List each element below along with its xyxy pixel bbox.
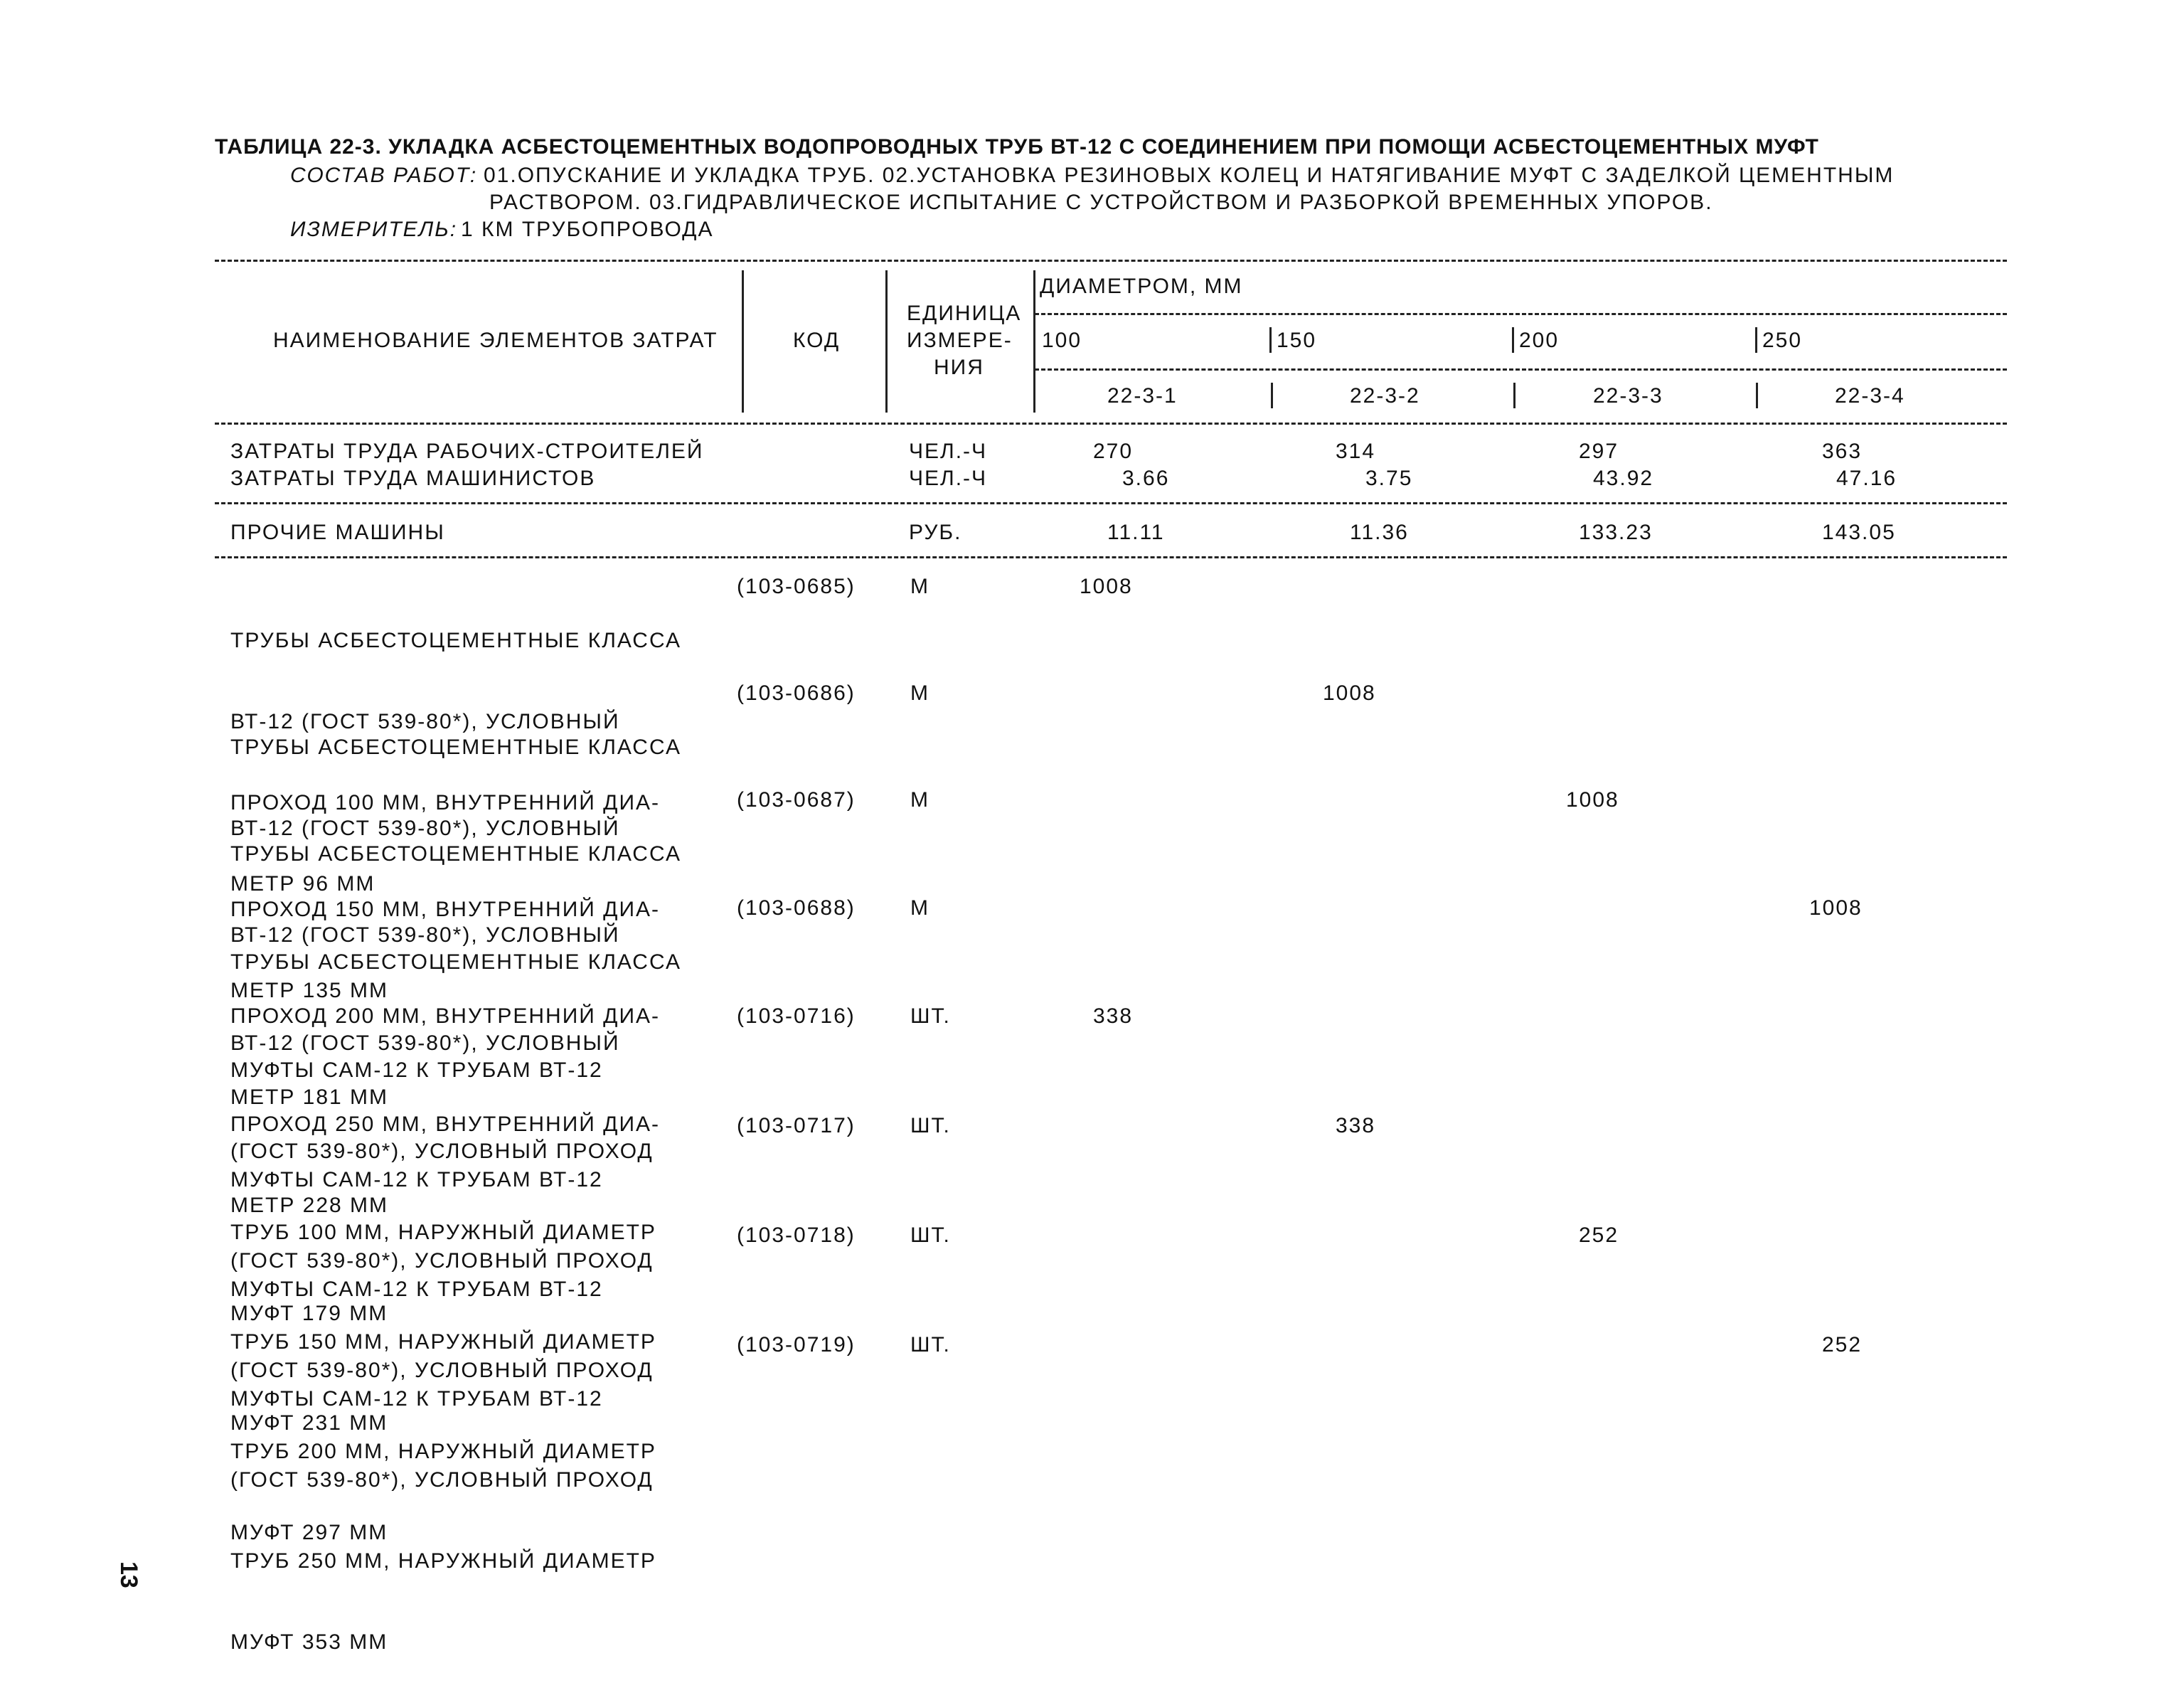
labor-row-workers-value-2: 314 — [1336, 440, 1376, 463]
material-row-8-line-1: МУФТЫ САМ-12 К ТРУБАМ ВТ-12 — [230, 1387, 603, 1411]
material-row-6-line-3: ТРУБ 150 ММ, НАРУЖНЫЙ ДИАМЕТР — [230, 1330, 656, 1354]
material-row-4-line-2: ВТ-12 (ГОСТ 539-80*), УСЛОВНЫЙ — [230, 1031, 620, 1055]
material-row-5-code: (103-0716) — [737, 1004, 856, 1028]
material-row-6-unit: ШТ. — [910, 1114, 951, 1137]
material-row-6-code: (103-0717) — [737, 1114, 856, 1137]
material-row-1-line-3: ПРОХОД 100 ММ, ВНУТРЕННИЙ ДИА- — [230, 791, 661, 814]
material-row-1-unit: М — [910, 575, 929, 598]
rule-machines-bottom — [215, 556, 2007, 558]
material-row-2-line-2: ВТ-12 (ГОСТ 539-80*), УСЛОВНЫЙ — [230, 817, 620, 840]
composition-label: СОСТАВ РАБОТ: — [290, 164, 478, 187]
material-row-2-line-4: МЕТР 135 ММ — [230, 979, 389, 1002]
header-unit-col-3: НИЯ — [934, 356, 984, 379]
labor-row-operators-value-3: 43.92 — [1593, 467, 1654, 490]
material-row-4-code: (103-0688) — [737, 896, 856, 920]
labor-row-operators-value-2: 3.75 — [1365, 467, 1413, 490]
labor-row-operators-value-1: 3.66 — [1122, 467, 1170, 490]
composition-line-1: 01.ОПУСКАНИЕ И УКЛАДКА ТРУБ. 02.УСТАНОВКА РЕЗИНОВЫХ КОЛЕЦ И НАТЯГИВАНИЕ МУФТ С ЗАДЕЛКОЙ ЦЕМЕНТНЫМ — [484, 164, 1895, 187]
header-diameter-150: 150 — [1277, 329, 1317, 352]
rule-labor-bottom — [215, 502, 2007, 504]
labor-row-operators-unit: ЧЕЛ.-Ч — [909, 467, 988, 490]
labor-row-workers-unit: ЧЕЛ.-Ч — [909, 440, 988, 463]
material-row-4-value: 1008 — [1809, 896, 1863, 920]
header-unit-col-2: ИЗМЕРЕ- — [907, 329, 1013, 352]
machines-row-value-3: 133.23 — [1579, 521, 1653, 544]
machines-row-unit: РУБ. — [909, 521, 962, 544]
header-diameter-200: 200 — [1519, 329, 1560, 352]
material-row-6-line-2: (ГОСТ 539-80*), УСЛОВНЫЙ ПРОХОД — [230, 1249, 654, 1273]
header-code-22-3-1: 22-3-1 — [1107, 384, 1178, 408]
material-row-5-unit: ШТ. — [910, 1004, 951, 1028]
divider-d200 — [1512, 327, 1514, 353]
material-row-3-code: (103-0687) — [737, 788, 856, 812]
material-row-6-line-4: МУФТ 231 ММ — [230, 1411, 388, 1435]
material-row-8-line-2: (ГОСТ 539-80*), УСЛОВНЫЙ ПРОХОД — [230, 1468, 654, 1492]
table-title: ТАБЛИЦА 22-3. УКЛАДКА АСБЕСТОЦЕМЕНТНЫХ ВОДОПРОВОДНЫХ ТРУБ ВТ-12 С СОЕДИНЕНИЕМ ПРИ ПОМОЩИ АСБЕСТОЦЕМЕНТНЫХ МУФТ — [215, 135, 1819, 159]
material-row-7-line-4: МУФТ 297 ММ — [230, 1521, 388, 1544]
machines-row-value-4: 143.05 — [1822, 521, 1896, 544]
material-row-2-line-3: ПРОХОД 150 ММ, ВНУТРЕННИЙ ДИА- — [230, 898, 661, 921]
measure-value: 1 КМ ТРУБОПРОВОДА — [461, 218, 714, 241]
material-row-7-line-2: (ГОСТ 539-80*), УСЛОВНЫЙ ПРОХОД — [230, 1359, 654, 1382]
divider-c3 — [1513, 383, 1516, 408]
header-diameter: ДИАМЕТРОМ, ММ — [1040, 275, 1243, 298]
divider-d250 — [1755, 327, 1757, 353]
rule-header-top — [215, 260, 2007, 262]
material-row-3-unit: М — [910, 788, 929, 812]
labor-row-workers-value-1: 270 — [1093, 440, 1134, 463]
machines-row-value-1: 11.11 — [1107, 521, 1165, 544]
header-code-col: КОД — [793, 329, 841, 352]
divider-d150 — [1269, 327, 1272, 353]
header-name-col: НАИМЕНОВАНИЕ ЭЛЕМЕНТОВ ЗАТРАТ — [273, 329, 718, 352]
material-row-1-line-4: МЕТР 96 ММ — [230, 872, 375, 896]
labor-row-workers-value-3: 297 — [1579, 440, 1619, 463]
material-row-8-description — [230, 1332, 656, 1683]
material-row-6-value: 338 — [1336, 1114, 1376, 1137]
material-row-2-code: (103-0686) — [737, 681, 856, 705]
material-row-6-line-1: МУФТЫ САМ-12 К ТРУБАМ ВТ-12 — [230, 1168, 603, 1191]
material-row-8-code: (103-0719) — [737, 1333, 856, 1357]
material-row-4-line-1: ТРУБЫ АСБЕСТОЦЕМЕНТНЫЕ КЛАССА — [230, 950, 681, 974]
material-row-4-line-3: ПРОХОД 250 ММ, ВНУТРЕННИЙ ДИА- — [230, 1113, 661, 1136]
material-row-1-value: 1008 — [1080, 575, 1133, 598]
composition-line-2: РАСТВОРОМ. 03.ГИДРАВЛИЧЕСКОЕ ИСПЫТАНИЕ С УСТРОЙСТВОМ И РАЗБОРКОЙ ВРЕМЕННЫХ УПОРОВ. — [489, 191, 1713, 214]
header-code-22-3-2: 22-3-2 — [1350, 384, 1420, 408]
machines-row-value-2: 11.36 — [1350, 521, 1409, 544]
rule-diameter-sub — [1035, 313, 2007, 315]
divider-unit-values — [1033, 270, 1035, 413]
labor-row-workers-value-4: 363 — [1822, 440, 1863, 463]
material-row-4-unit: М — [910, 896, 929, 920]
material-row-3-value: 1008 — [1566, 788, 1619, 812]
material-row-7-value: 252 — [1579, 1223, 1619, 1247]
material-row-4-line-4: МЕТР 228 ММ — [230, 1194, 389, 1217]
divider-c4 — [1756, 383, 1758, 408]
divider-code-unit — [885, 270, 888, 413]
labor-row-workers-name: ЗАТРАТЫ ТРУДА РАБОЧИХ-СТРОИТЕЛЕЙ — [230, 440, 704, 463]
material-row-1-code: (103-0685) — [737, 575, 856, 598]
material-row-3-line-2: ВТ-12 (ГОСТ 539-80*), УСЛОВНЫЙ — [230, 923, 620, 947]
material-row-2-value: 1008 — [1323, 681, 1376, 705]
header-code-22-3-3: 22-3-3 — [1593, 384, 1663, 408]
material-row-7-unit: ШТ. — [910, 1223, 951, 1247]
material-row-5-line-3: ТРУБ 100 ММ, НАРУЖНЫЙ ДИАМЕТР — [230, 1221, 656, 1244]
material-row-2-unit: М — [910, 681, 929, 705]
material-row-3-line-3: ПРОХОД 200 ММ, ВНУТРЕННИЙ ДИА- — [230, 1004, 661, 1028]
header-unit-col-1: ЕДИНИЦА — [907, 302, 1022, 325]
material-row-2-line-1: ТРУБЫ АСБЕСТОЦЕМЕНТНЫЕ КЛАССА — [230, 736, 681, 759]
header-diameter-100: 100 — [1042, 329, 1082, 352]
material-row-8-unit: ШТ. — [910, 1333, 951, 1357]
material-row-5-line-4: МУФТ 179 ММ — [230, 1302, 388, 1325]
header-diameter-250: 250 — [1762, 329, 1803, 352]
divider-name-code — [742, 270, 744, 413]
measure-label: ИЗМЕРИТЕЛЬ: — [290, 218, 458, 241]
rule-codes-sub — [1035, 368, 2007, 371]
divider-c2 — [1271, 383, 1273, 408]
material-row-7-line-1: МУФТЫ САМ-12 К ТРУБАМ ВТ-12 — [230, 1278, 603, 1301]
material-row-8-line-3: ТРУБ 250 ММ, НАРУЖНЫЙ ДИАМЕТР — [230, 1549, 656, 1573]
machines-row-name: ПРОЧИЕ МАШИНЫ — [230, 521, 445, 544]
material-row-5-line-2: (ГОСТ 539-80*), УСЛОВНЫЙ ПРОХОД — [230, 1140, 654, 1163]
material-row-5-value: 338 — [1093, 1004, 1134, 1028]
material-row-8-value: 252 — [1822, 1333, 1863, 1357]
rule-header-bottom — [215, 423, 2007, 425]
page-number: 13 — [115, 1561, 142, 1588]
material-row-7-code: (103-0718) — [737, 1223, 856, 1247]
material-row-1-line-2: ВТ-12 (ГОСТ 539-80*), УСЛОВНЫЙ — [230, 710, 620, 733]
material-row-8-line-4: МУФТ 353 ММ — [230, 1630, 388, 1654]
labor-row-operators-name: ЗАТРАТЫ ТРУДА МАШИНИСТОВ — [230, 467, 596, 490]
labor-row-operators-value-4: 47.16 — [1836, 467, 1897, 490]
header-code-22-3-4: 22-3-4 — [1835, 384, 1905, 408]
material-row-3-line-1: ТРУБЫ АСБЕСТОЦЕМЕНТНЫЕ КЛАССА — [230, 842, 681, 866]
material-row-3-line-4: МЕТР 181 ММ — [230, 1085, 389, 1109]
material-row-7-line-3: ТРУБ 200 ММ, НАРУЖНЫЙ ДИАМЕТР — [230, 1440, 656, 1463]
material-row-5-line-1: МУФТЫ САМ-12 К ТРУБАМ ВТ-12 — [230, 1058, 603, 1082]
material-row-1-line-1: ТРУБЫ АСБЕСТОЦЕМЕНТНЫЕ КЛАССА — [230, 629, 681, 652]
